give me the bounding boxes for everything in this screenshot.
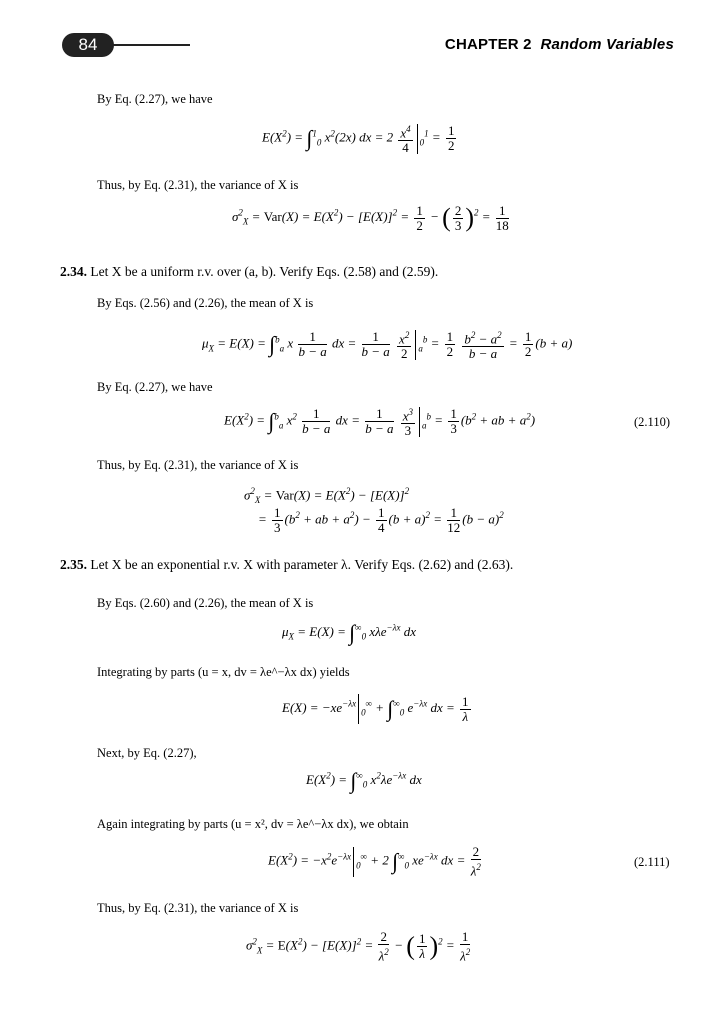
text-line-6: By Eqs. (2.60) and (2.26), the mean of X is xyxy=(97,596,314,610)
equation-var-exp: $\sigma^2_X = E(X^2) - [E(X)]^2$ = $\frac{2}{\lambda^2}$ − ( $\frac{1}{\lambda}$ )$^2$ = $\frac{1}{\lambda^2}$ xyxy=(246,929,471,964)
equation-var-uniform-1: $\sigma^2_X = Var(X) = E(X^2) - [E(X)]^2$ xyxy=(244,486,410,505)
equation-ex2-exp-def: $E(X^2) = \int^\infty_0$ $x^2\lambda e^{-\lambda x}$ dx xyxy=(306,768,422,793)
chapter-title: Random Variables xyxy=(540,36,674,53)
equation-mean-uniform: $\mu_X = E(X) = \int^b_a$ x $\frac{1}{b - a}$ dx = $\frac{1}{b - a}$ $\frac{x^2}{2}$ $_a^b$ = $\frac{1}{2}$ $\frac{b^2 - a^2}{b - a}$ = $\frac{1}{2}$ (b + a) xyxy=(202,329,573,362)
problem-statement: Let X be an exponential r.v. X with parameter λ. Verify Eqs. (2.62) and (2.63). xyxy=(90,557,514,572)
header-rule xyxy=(112,44,190,46)
equation-ex2-uniform: $E(X^2) = \int^b_a$ $x^2$ $\frac{1}{b - a}$ dx = $\frac{1}{b - a}$ $\frac{x^3}{3}$ $_a^b$ = $\frac{1}{3}$ ($b^2$ + ab + $a^2$) xyxy=(224,406,536,439)
problem-2-35 xyxy=(60,557,513,573)
running-header xyxy=(445,36,674,53)
text-line-7: Integrating by parts (u = x, dv = λe^−λx dx) yields xyxy=(97,665,350,679)
equation-ex-exp: $E(X) = -xe^{-\lambda x}_0^\infty + \int^\infty_0$ $e^{-\lambda x}$ dx = $\frac{1}{\lambda}$ xyxy=(282,693,469,724)
page-number-badge: 84 xyxy=(62,33,114,57)
equation-var-1: $\sigma^2_X = Var(X) = E(X^2) - [E(X)]^2$ = $\frac{1}{2}$ − ( $\frac{2}{3}$ )$^2$ = $\frac{1}{18}$ xyxy=(232,202,509,233)
equation-var-uniform-2: = $\frac{1}{3}$ ($b^2$ + ab + $a^2$) − $\frac{1}{4}$ $(b + a)^2$ = $\frac{1}{12}$ $(b - a)^2$ xyxy=(258,505,504,535)
equation-number-2-111: (2.111) xyxy=(634,855,670,869)
equation-ex2: $E(X^2) = \int^1_0$ $x^2(2x)$ dx = 2 $\frac{x^4}{4}$ $_0^1$ = $\frac{1}{2}$ xyxy=(262,123,455,156)
text-line-8: Next, by Eq. (2.27), xyxy=(97,746,197,760)
problem-number: 2.34. xyxy=(60,264,87,279)
text-line-3: By Eqs. (2.56) and (2.26), the mean of X is xyxy=(97,296,314,310)
problem-number: 2.35. xyxy=(60,557,87,572)
text-line-9: Again integrating by parts (u = x², dv = λe^−λx dx), we obtain xyxy=(97,817,409,831)
chapter-label: CHAPTER 2 xyxy=(444,36,532,53)
text-line-2: Thus, by Eq. (2.31), the variance of X is xyxy=(97,178,299,192)
text-line-5: Thus, by Eq. (2.31), the variance of X is xyxy=(97,458,299,472)
problem-2-34 xyxy=(60,264,438,280)
problem-statement: Let X be a uniform r.v. over (a, b). Verify Eqs. (2.58) and (2.59). xyxy=(90,264,439,279)
equation-number-2-110: (2.110) xyxy=(634,415,670,429)
text-line-1: By Eq. (2.27), we have xyxy=(97,92,213,106)
text-line-4: By Eq. (2.27), we have xyxy=(97,380,213,394)
equation-ex2-exp: $E(X^2) = -x^2e^{-\lambda x}_0^\infty + 2$ $\int^\infty_0$ $xe^{-\lambda x}$ dx = $\frac{2}{\lambda^2}$ xyxy=(268,844,481,879)
equation-mean-exp: $\mu_X = E(X) = \int^\infty_0$ xλe$^{-\lambda x}$ dx xyxy=(282,620,416,645)
text-line-10: Thus, by Eq. (2.31), the variance of X is xyxy=(97,901,299,915)
